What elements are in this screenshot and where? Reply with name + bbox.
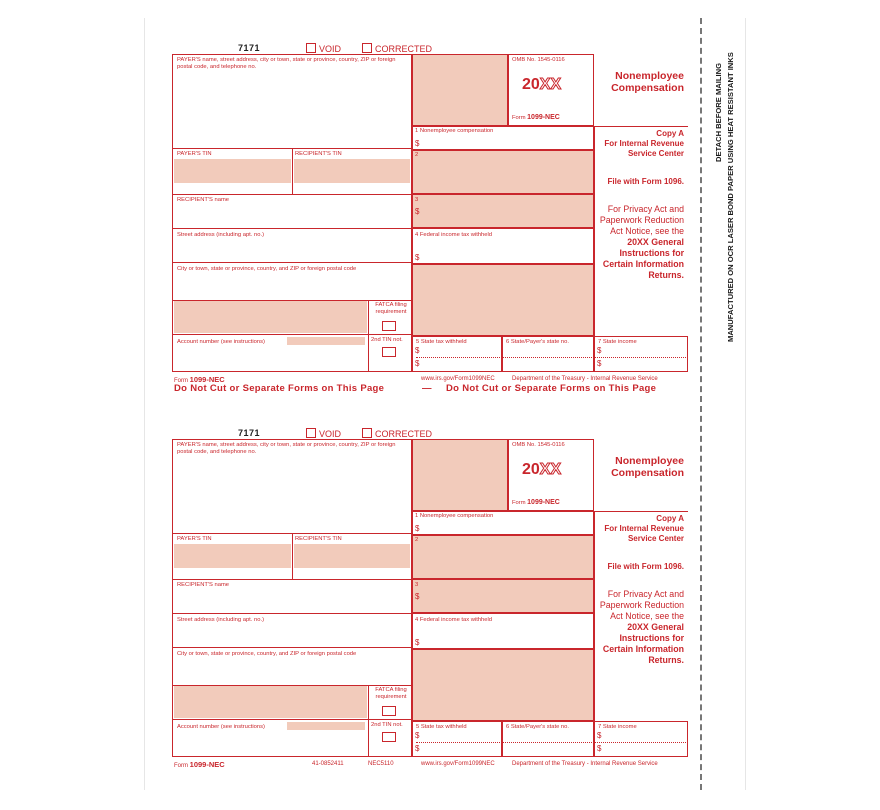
payer-tin-field[interactable]: [174, 159, 291, 183]
dollar-sign: $: [415, 744, 420, 753]
box-3-label: 3: [415, 582, 419, 588]
recipient-tin-field[interactable]: [294, 544, 410, 568]
shaded-block: [412, 649, 594, 721]
street-label: Street address (including apt. no.): [177, 232, 265, 238]
city-label: City or town, state or province, country, and ZIP or foreign postal code: [177, 266, 357, 272]
box-1-label: 1 Nonemployee compensation: [415, 128, 494, 134]
divider: [292, 533, 293, 579]
shaded-block: [412, 439, 508, 511]
manufactured-text: MANUFACTURED ON OCR LASER BOND PAPER USING HEAT RESISTANT INKS: [726, 52, 735, 342]
dollar-sign: $: [415, 359, 420, 368]
recipient-tin-label: RECIPIENT'S TIN: [295, 536, 342, 542]
box-7-label: 7 State income: [598, 724, 637, 730]
footer-catno: 41-0852411: [312, 761, 344, 767]
divider: [594, 126, 688, 127]
box-6-label: 6 State/Payer's state no.: [506, 724, 569, 730]
divider: [292, 148, 293, 194]
box-2[interactable]: [412, 150, 594, 194]
void-checkbox[interactable]: VOID: [306, 428, 341, 439]
tin2-checkbox[interactable]: [382, 732, 396, 742]
divider: [594, 511, 688, 512]
payer-tin-label: PAYER'S TIN: [177, 536, 212, 542]
corrected-checkbox[interactable]: CORRECTED: [362, 43, 432, 54]
form-title: Nonemployee Compensation: [611, 455, 684, 479]
dollar-sign: $: [415, 524, 420, 533]
account-label: Account number (see instructions): [177, 339, 265, 345]
tax-year: 20XX: [522, 76, 562, 93]
dollar-sign: $: [597, 731, 602, 740]
fatca-label: FATCA filing requirement: [375, 302, 407, 315]
box-2-label: 2: [415, 537, 419, 543]
footer-dept: Department of the Treasury - Internal Revenue Service: [512, 761, 658, 767]
tin2-label: 2nd TIN not.: [371, 722, 403, 728]
dollar-sign: $: [597, 346, 602, 355]
box-5-label: 5 State tax withheld: [416, 339, 467, 345]
footer-nec: NEC5110: [368, 761, 394, 767]
city-label: City or town, state or province, country, and ZIP or foreign postal code: [177, 651, 357, 657]
do-not-cut-left: Do Not Cut or Separate Forms on This Page: [174, 383, 385, 394]
divider: [172, 579, 412, 580]
payer-label: PAYER'S name, street address, city or town, state or province, country, ZIP or foreign postal code, and telephone no.: [177, 442, 396, 455]
divider: [172, 613, 412, 614]
side-text: [704, 40, 744, 370]
dollar-sign: $: [415, 207, 420, 216]
file-with: File with Form 1096.: [607, 177, 684, 186]
dollar-sign: $: [415, 638, 420, 647]
payer-tin-label: PAYER'S TIN: [177, 151, 212, 157]
divider: [172, 334, 412, 335]
dash: —: [422, 383, 432, 394]
payer-tin-field[interactable]: [174, 544, 291, 568]
for-irs: For Internal Revenue Service Center: [604, 139, 684, 158]
recipient-tin-field[interactable]: [294, 159, 410, 183]
dollar-sign: $: [415, 731, 420, 740]
tin2-label: 2nd TIN not.: [371, 337, 403, 343]
street-label: Street address (including apt. no.): [177, 617, 265, 623]
box-1-label: 1 Nonemployee compensation: [415, 513, 494, 519]
privacy-notice: For Privacy Act and Paperwork Reduction Act Notice, see the 20XX General Instructions for Certain Information Returns.: [599, 204, 684, 280]
divider: [172, 719, 412, 720]
footer-dept: Department of the Treasury - Internal Revenue Service: [512, 376, 658, 382]
do-not-cut-right: Do Not Cut or Separate Forms on This Page: [446, 383, 657, 394]
box-3[interactable]: [412, 579, 594, 613]
file-with: File with Form 1096.: [607, 562, 684, 571]
box-2-label: 2: [415, 152, 419, 158]
void-checkbox[interactable]: VOID: [306, 43, 341, 54]
form-bottom: [172, 425, 688, 810]
omb-label: OMB No. 1545-0116: [512, 57, 565, 63]
shaded-area: [174, 301, 367, 333]
dollar-sign: $: [415, 139, 420, 148]
box-7-label: 7 State income: [598, 339, 637, 345]
box-6-label: 6 State/Payer's state no.: [506, 339, 569, 345]
copy-label: Copy A: [656, 129, 684, 138]
copy-label: Copy A: [656, 514, 684, 523]
divider: [172, 194, 412, 195]
footer-form: Form 1099-NEC: [174, 760, 225, 769]
dollar-sign: $: [597, 359, 602, 368]
form-title: Nonemployee Compensation: [611, 70, 684, 94]
footer-url: www.irs.gov/Form1099NEC: [421, 761, 495, 767]
fatca-checkbox[interactable]: [382, 706, 396, 716]
payer-label: PAYER'S name, street address, city or town, state or province, country, ZIP or foreign postal code, and telephone no.: [177, 57, 396, 70]
box-5-label: 5 State tax withheld: [416, 724, 467, 730]
footer-form: Form 1099-NEC: [174, 375, 225, 384]
form-name-label: Form 1099-NEC: [512, 499, 560, 506]
shaded-area: [174, 686, 367, 718]
fatca-checkbox[interactable]: [382, 321, 396, 331]
dollar-sign: $: [415, 592, 420, 601]
recipient-name-label: RECIPIENT'S name: [177, 582, 230, 588]
omb-label: OMB No. 1545-0116: [512, 442, 565, 448]
recipient-name-label: RECIPIENT'S name: [177, 197, 230, 203]
fatca-label: FATCA filing requirement: [375, 687, 407, 700]
perforation-line: [700, 18, 702, 790]
divider: [172, 647, 412, 648]
dollar-sign: $: [597, 744, 602, 753]
dollar-sign: $: [415, 253, 420, 262]
divider: [172, 228, 412, 229]
form-name-label: Form 1099-NEC: [512, 114, 560, 121]
form-top: [172, 40, 688, 425]
form-code: 7171: [238, 43, 261, 53]
tin2-checkbox[interactable]: [382, 347, 396, 357]
box-4-label: 4 Federal income tax withheld: [415, 232, 493, 238]
privacy-notice: For Privacy Act and Paperwork Reduction Act Notice, see the 20XX General Instructions for Certain Information Returns.: [599, 589, 684, 665]
footer-url: www.irs.gov/Form1099NEC: [421, 376, 495, 382]
shaded-block: [412, 54, 508, 126]
box-4-label: 4 Federal income tax withheld: [415, 617, 493, 623]
dollar-sign: $: [415, 346, 420, 355]
account-label: Account number (see instructions): [177, 724, 265, 730]
divider: [368, 685, 369, 757]
recipient-tin-label: RECIPIENT'S TIN: [295, 151, 342, 157]
form-code: 7171: [238, 428, 261, 438]
corrected-checkbox[interactable]: CORRECTED: [362, 428, 432, 439]
shaded-block: [412, 264, 594, 336]
box-3[interactable]: [412, 194, 594, 228]
tax-year: 20XX: [522, 461, 562, 478]
divider: [594, 511, 595, 721]
divider: [368, 300, 369, 372]
divider: [172, 262, 412, 263]
box-3-label: 3: [415, 197, 419, 203]
box-2[interactable]: [412, 535, 594, 579]
divider: [594, 126, 595, 336]
detach-text: DETACH BEFORE MAILING: [714, 63, 723, 162]
for-irs: For Internal Revenue Service Center: [604, 524, 684, 543]
account-field[interactable]: [287, 337, 365, 345]
account-field[interactable]: [287, 722, 365, 730]
